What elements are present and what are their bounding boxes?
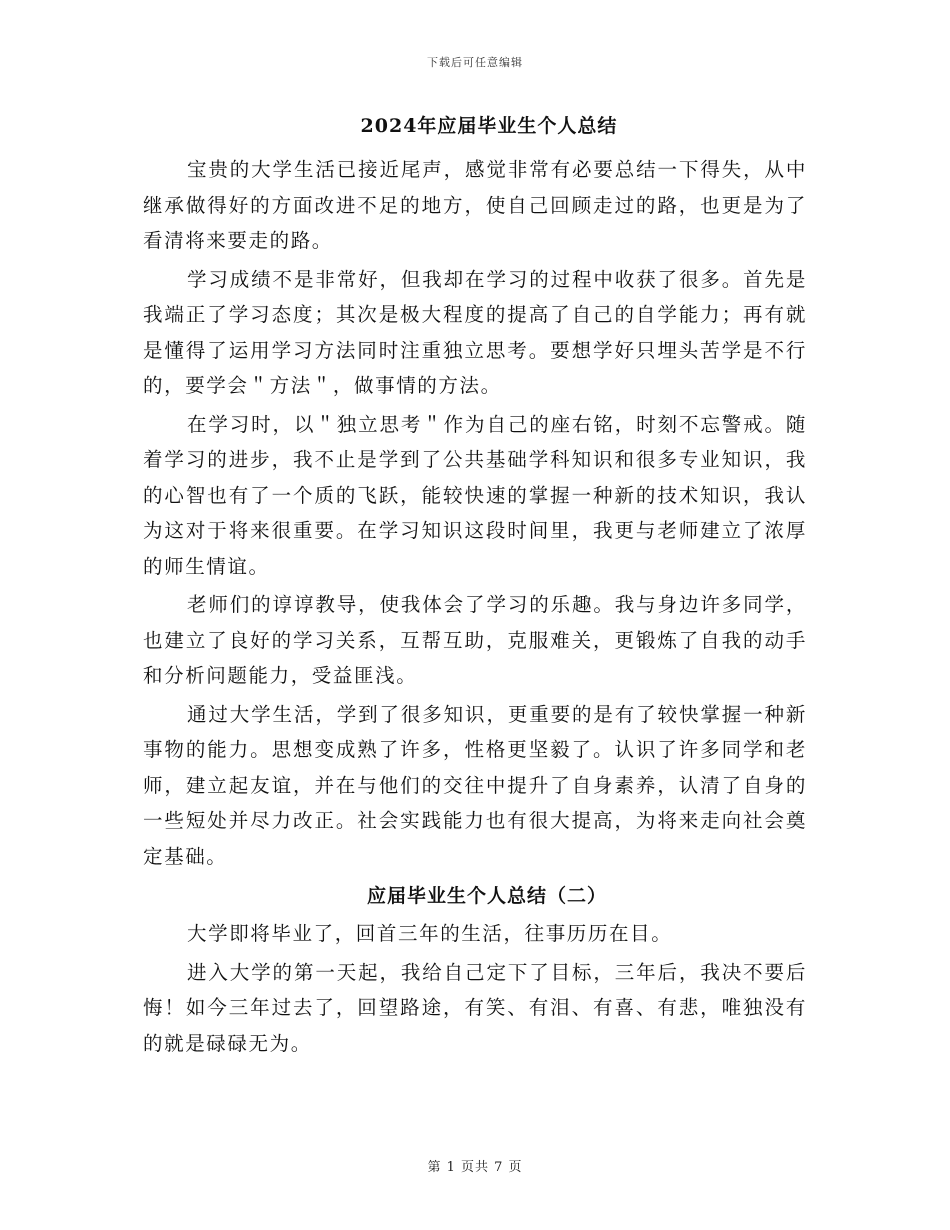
header-note: 下载后可任意编辑 xyxy=(427,56,523,69)
paragraph: 大学即将毕业了，回首三年的生活，往事历历在目。 xyxy=(187,922,673,945)
paragraph: 老师们的谆谆教导，使我体会了学习的乐趣。我与身边许多同学，也建立了良好的学习关系，互帮互助，克服难关，更锻炼了自我的动手和分析问题能力，受益匪浅。 xyxy=(143,593,807,687)
page-footer: 第 1 页共 7 页 xyxy=(427,1160,523,1175)
section-heading: 应届毕业生个人总结（二） xyxy=(366,885,607,907)
paragraph: 进入大学的第一天起，我给自己定下了目标，三年后，我决不要后悔！如今三年过去了，回望路途，有笑、有泪、有喜、有悲，唯独没有的就是碌碌无为。 xyxy=(143,960,807,1055)
paragraph: 学习成绩不是非常好，但我却在学习的过程中收获了很多。首先是我端正了学习态度；其次是极大程度的提高了自己的自学能力；再有就是懂得了运用学习方法同时注重独立思考。要想学好只埋头苦学是不行的，要学会＂方法＂，做事情的方法。 xyxy=(143,267,807,397)
document-title: 2024年应届毕业生个人总结 xyxy=(360,115,618,137)
paragraph: 宝贵的大学生活已接近尾声，感觉非常有必要总结一下得失，从中继承做得好的方面改进不足的地方，使自己回顾走过的路，也更是为了看清将来要走的路。 xyxy=(143,158,807,252)
document-body xyxy=(143,112,807,1064)
paragraph: 通过大学生活，学到了很多知识，更重要的是有了较快掌握一种新事物的能力。思想变成熟了许多，性格更坚毅了。认识了许多同学和老师，建立起友谊，并在与他们的交往中提升了自身素养，认清了自身的一些短处并尽力改正。社会实践能力也有很大提高，为将来走向社会奠定基础。 xyxy=(143,702,807,868)
paragraph: 在学习时，以＂独立思考＂作为自己的座右铭，时刻不忘警戒。随着学习的进步，我不止是学到了公共基础学科知识和很多专业知识，我的心智也有了一个质的飞跃，能较快速的掌握一种新的技术知识，我认为这对于将来很重要。在学习知识这段时间里，我更与老师建立了浓厚的师生情谊。 xyxy=(143,412,807,578)
